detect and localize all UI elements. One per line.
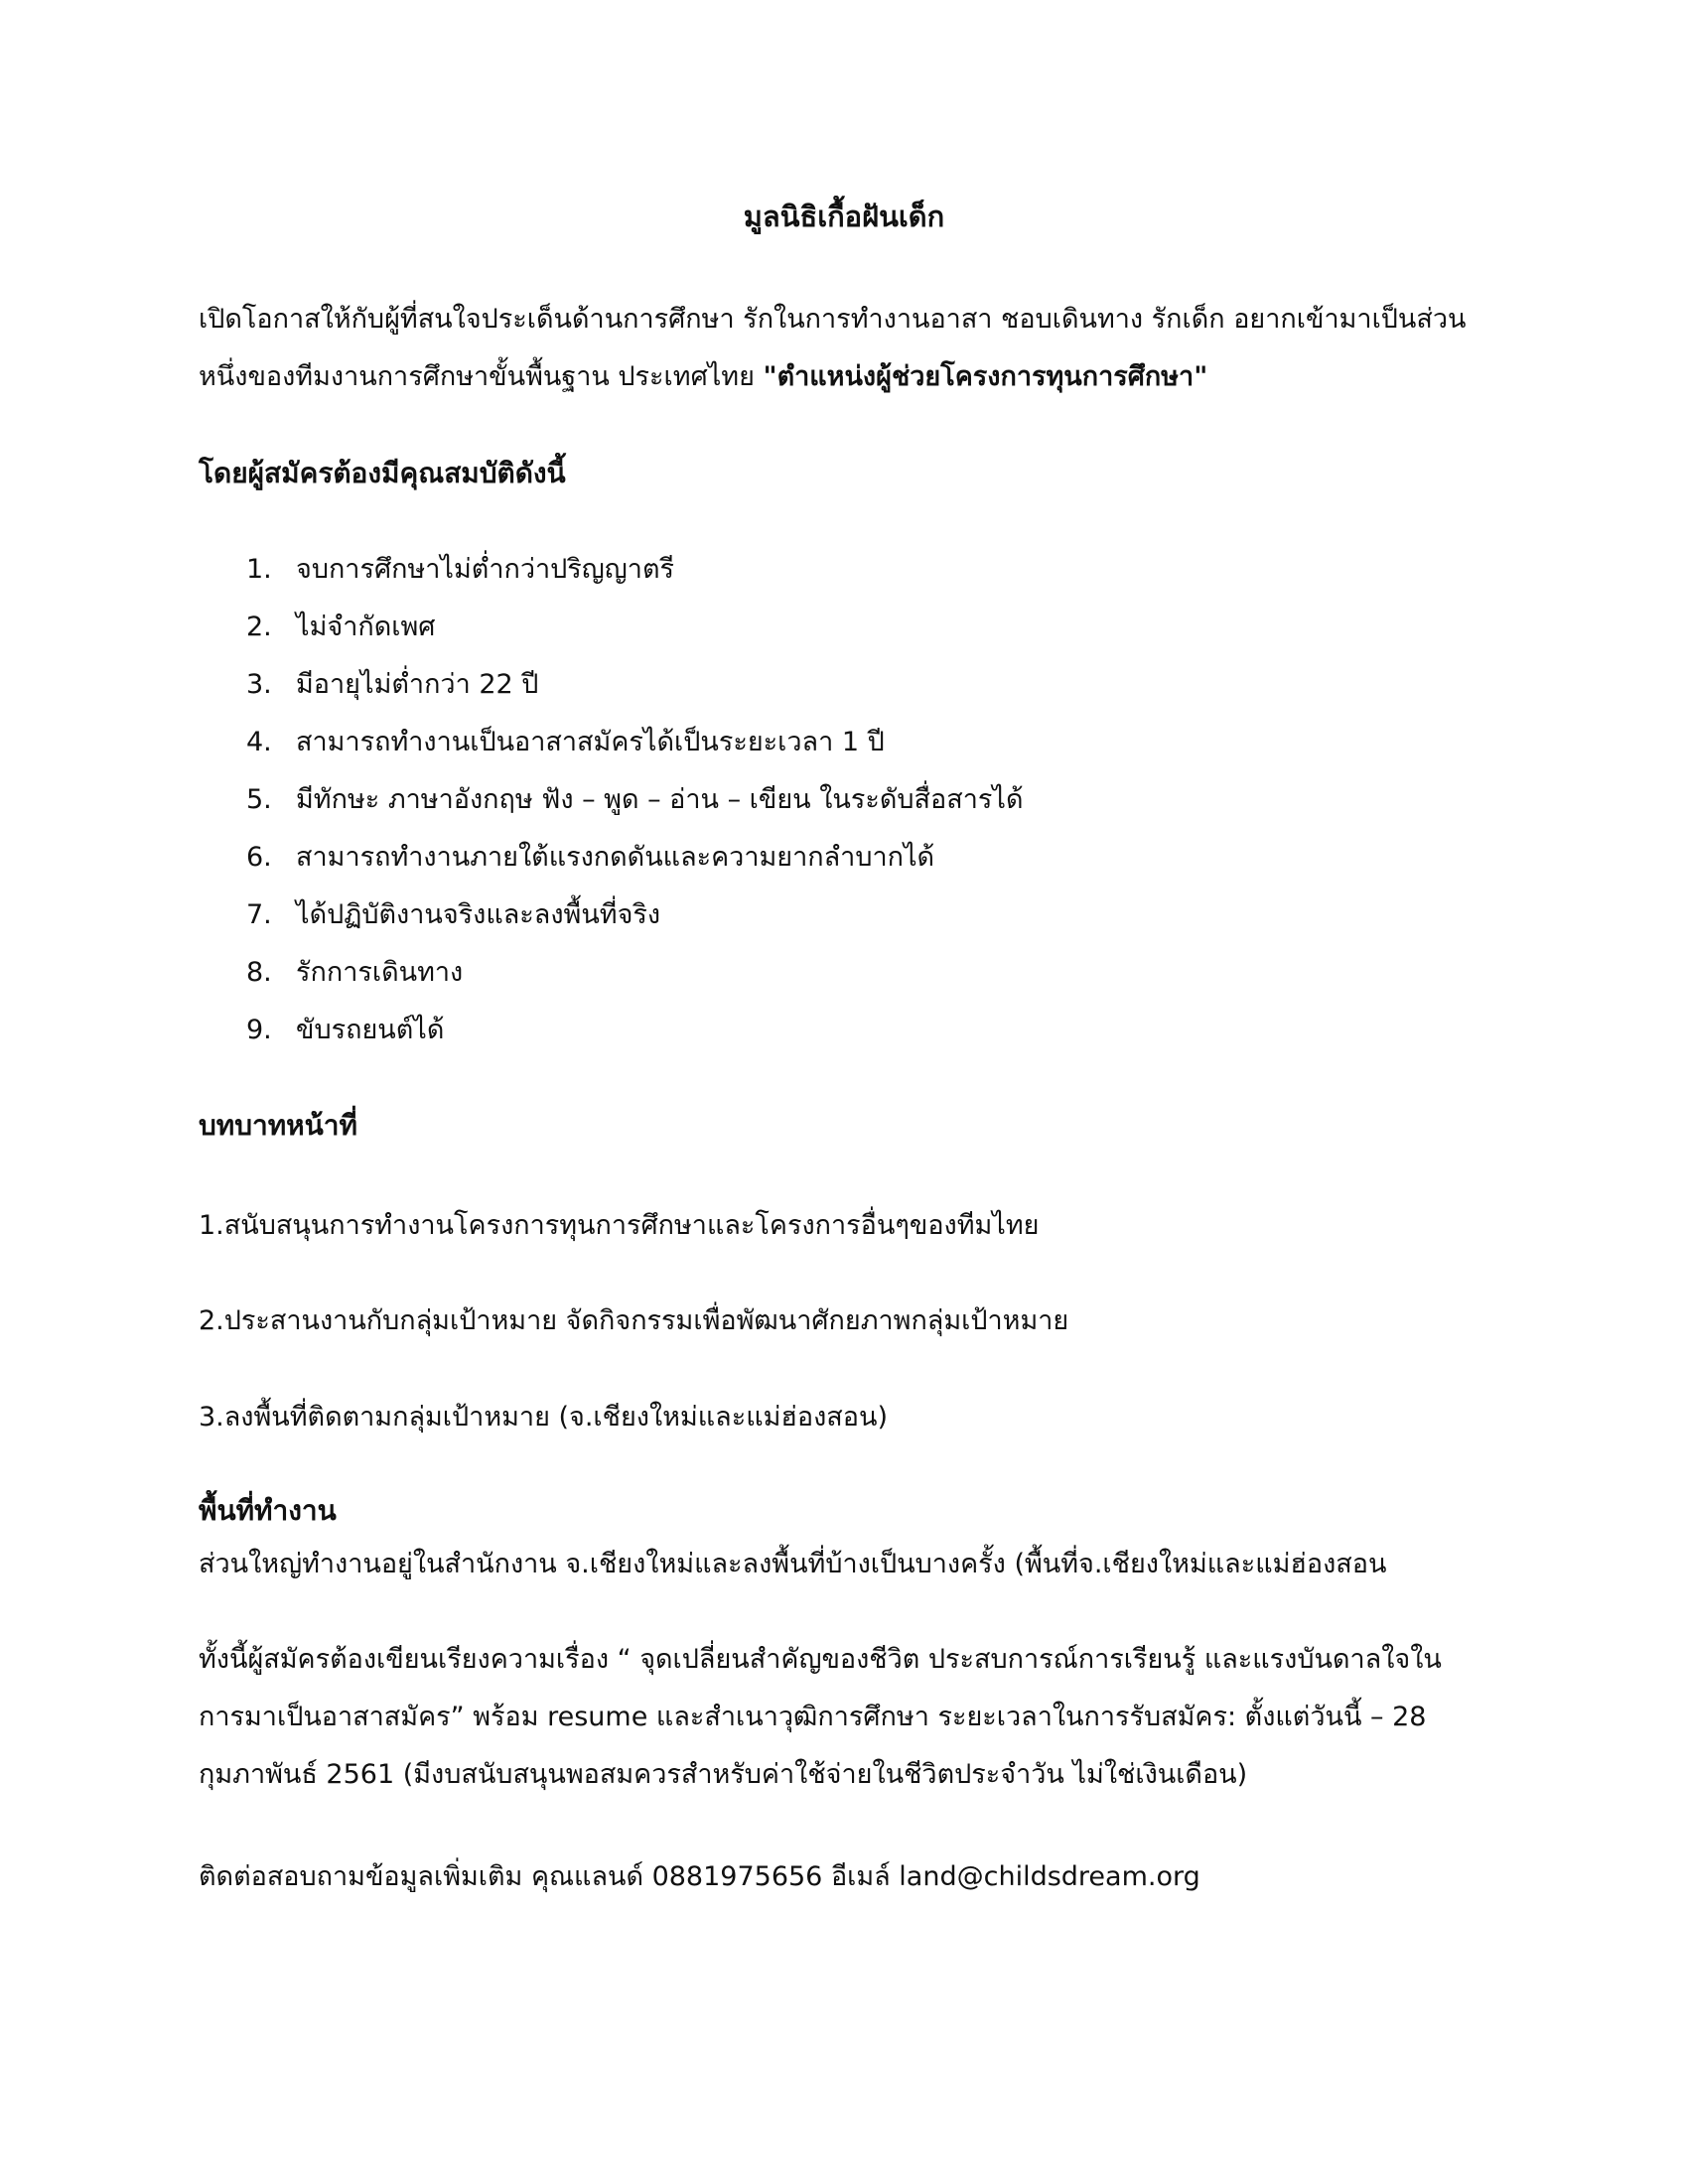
- intro-line-2: [199, 348, 1499, 406]
- essay-line-1: ทั้งนี้ผู้สมัครต้องเขียนเรียงความเรื่อง “ จุดเปลี่ยนสำคัญของชีวิต ประสบการณ์การเรียนรู้ และแรงบันดาลใจใน: [199, 1644, 1442, 1675]
- list-item-number: 3.: [246, 669, 272, 700]
- list-item: [246, 944, 1024, 1002]
- list-item-number: 1.: [246, 554, 272, 585]
- essay-line-2: การมาเป็นอาสาสมัคร” พร้อม resume และสำเนาวุฒิการศึกษา ระยะเวลาในการรับสมัคร: ตั้งแต่วันนี้ – 28: [199, 1702, 1427, 1732]
- list-item: [246, 887, 1024, 944]
- list-item-text: สามารถทำงานเป็นอาสาสมัครได้เป็นระยะเวลา 1 ปี: [296, 727, 885, 757]
- list-item: [246, 656, 1024, 714]
- list-item-text: ไม่จำกัดเพศ: [296, 612, 436, 642]
- contact-info: ติดต่อสอบถามข้อมูลเพิ่มเติม คุณแลนด์ 0881975656 อีเมล์ land@childsdream.org: [199, 1861, 1200, 1892]
- list-item-text: จบการศึกษาไม่ต่ำกว่าปริญญาตรี: [296, 554, 675, 585]
- list-item-number: 5.: [246, 784, 272, 815]
- essay-line-3: กุมภาพันธ์ 2561 (มีงบสนับสนุนพอสมควรสำหรับค่าใช้จ่ายในชีวิตประจำวัน ไม่ใช่เงินเดือน): [199, 1759, 1248, 1790]
- essay-paragraph: [199, 1631, 1499, 1804]
- position-title: "ตำแหน่งผู้ช่วยโครงการทุนการศึกษา": [763, 361, 1208, 392]
- list-item-number: 4.: [246, 727, 272, 757]
- list-item-text: ขับรถยนต์ได้: [296, 1015, 445, 1045]
- list-item: [246, 771, 1024, 829]
- list-item-number: 7.: [246, 899, 272, 930]
- list-item-number: 2.: [246, 612, 272, 642]
- duty-item: 1.สนับสนุนการทำงานโครงการทุนการศึกษาและโครงการอื่นๆของทีมไทย: [199, 1210, 1040, 1241]
- list-item-text: รักการเดินทาง: [296, 957, 464, 988]
- list-item: [246, 541, 1024, 599]
- document-title: มูลนิธิเกื้อฝันเด็ก: [743, 200, 945, 233]
- duty-item: 3.ลงพื้นที่ติดตามกลุ่มเป้าหมาย (จ.เชียงใหม่และแม่ฮ่องสอน): [199, 1402, 888, 1433]
- intro-paragraph: [199, 291, 1499, 406]
- duty-item: 2.ประสานงานกับกลุ่มเป้าหมาย จัดกิจกรรมเพื่อพัฒนาศักยภาพกลุ่มเป้าหมาย: [199, 1305, 1069, 1336]
- requirements-heading: โดยผู้สมัครต้องมีคุณสมบัติดังนี้: [199, 457, 566, 489]
- intro-line-1: เปิดโอกาสให้กับผู้ที่สนใจประเด็นด้านการศึกษา รักในการทำงานอาสา ชอบเดินทาง รักเด็ก อยากเข้ามาเป็นส่วน: [199, 304, 1467, 335]
- work-area-text: ส่วนใหญ่ทำงานอยู่ในสำนักงาน จ.เชียงใหม่และลงพื้นที่บ้างเป็นบางครั้ง (พื้นที่จ.เชียงใหม่และแม่ฮ่องสอน: [199, 1549, 1387, 1579]
- list-item-number: 6.: [246, 842, 272, 873]
- list-item-text: มีอายุไม่ต่ำกว่า 22 ปี: [296, 669, 539, 700]
- list-item-text: ได้ปฏิบัติงานจริงและลงพื้นที่จริง: [296, 899, 661, 930]
- work-area-heading: พื้นที่ทำงาน: [199, 1494, 337, 1527]
- list-item: [246, 714, 1024, 771]
- duties-heading: บทบาทหน้าที่: [199, 1109, 357, 1142]
- list-item-text: สามารถทำงานภายใต้แรงกดดันและความยากลำบากได้: [296, 842, 935, 873]
- list-item-text: มีทักษะ ภาษาอังกฤษ ฟัง – พูด – อ่าน – เขียน ในระดับสื่อสารได้: [296, 784, 1024, 815]
- list-item: [246, 1002, 1024, 1059]
- list-item-number: 8.: [246, 957, 272, 988]
- list-item: [246, 599, 1024, 656]
- list-item-number: 9.: [246, 1015, 272, 1045]
- list-item: [246, 829, 1024, 887]
- requirements-list: [246, 541, 1024, 1059]
- intro-line-2-text: หนึ่งของทีมงานการศึกษาขั้นพื้นฐาน ประเทศไทย: [199, 361, 764, 392]
